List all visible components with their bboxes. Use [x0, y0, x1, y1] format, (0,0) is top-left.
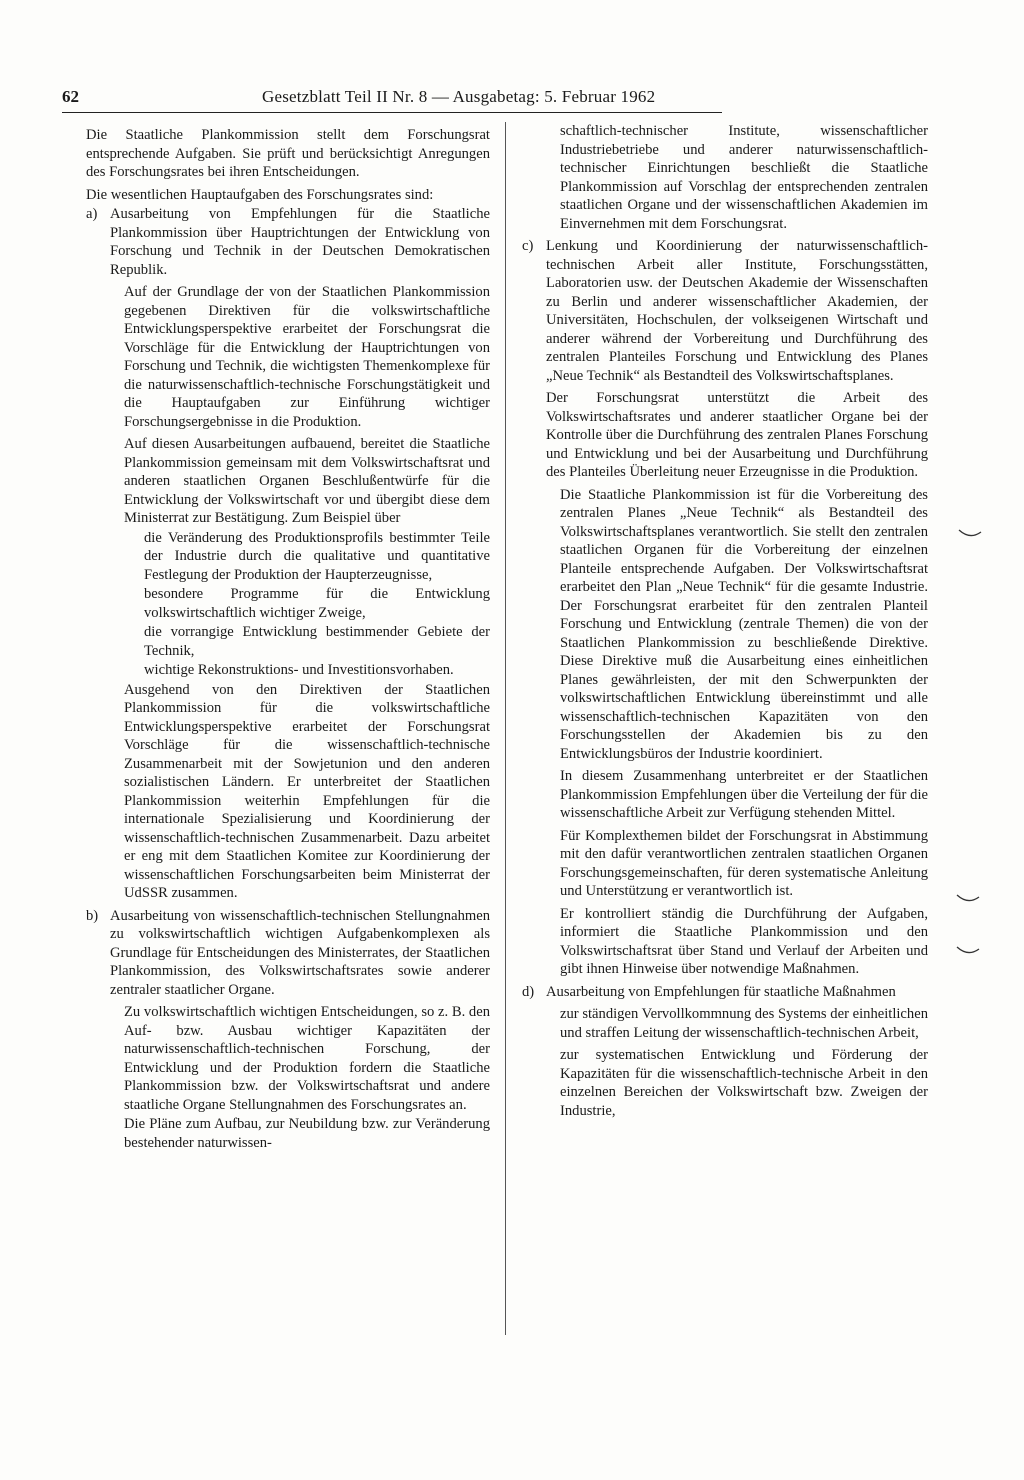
- scan-margin-mark: [956, 945, 980, 955]
- sub-list-item: die vorrangige Entwicklung bestimmender Gebiete der Technik,: [144, 624, 490, 659]
- left-column: [86, 126, 490, 1153]
- paragraph: In diesem Zusammenhang unterbreitet er der Staatlichen Plankommission Empfehlungen über die Verteilung der für die wissenschaftliche Arbeit zur Verfügung stehenden Mittel.: [560, 768, 928, 821]
- list-item-text: Ausarbeitung von Empfehlungen für staatliche Maßnahmen: [546, 983, 896, 1000]
- list-item-a: [86, 205, 490, 279]
- right-column: [522, 122, 928, 1121]
- scan-margin-mark: [956, 893, 980, 903]
- list-item-text: Ausarbeitung von Empfehlungen für die Staatliche Plankommission über Hauptrichtungen der Entwicklung von Forschung und Technik in der Deutschen Demokratischen Republik.: [110, 206, 490, 278]
- paragraph: Er kontrolliert ständig die Durchführung der Aufgaben, informiert die Staatliche Plankommission und den Volkswirtschaftsrat über Stand und Verlauf der Arbeiten und gibt ihnen Hinweise über notwendige Maßnahmen.: [560, 905, 928, 977]
- scan-margin-mark: [958, 528, 982, 538]
- paragraph: Die Staatliche Plankommission ist für die Vorbereitung des zentralen Planes „Neue Technik“ als Bestandteil des Volkswirtschaftsplanes verantwortlich. Sie stellt den zentralen staatlichen Organen für die Vorbereitung der einzelnen Planteile entsprechende Aufgaben. Der Volkswirtschaftsrat erarbeitet den Plan „Neue Technik“ für die gesamte Industrie. Der Forschungsrat erarbeitet für den zentralen Planteil Forschung und Entwicklung (zentrale Themen) die von der Staatlichen Plankommission zu beschließende Direktive. Diese Direktive muß die Ausarbeitung eines einheitlichen Planes gewährleisten, der mit den Schwerpunkten der volkswirtschaftlichen Entwicklung übereinstimmt und alle wissenschaftlich-technischen Kapazitäten von den Forschungsstellen der Akademien bis zu den Entwicklungsbüros der Industrie koordiniert.: [560, 486, 928, 762]
- page-header: [62, 86, 722, 110]
- paragraph: Der Forschungsrat unterstützt die Arbeit des Volkswirtschaftsrates und anderer staatlicher Organe bei der Kontrolle über die Durchführung des zentralen Planes Forschung und Entwicklung und bei der Ausarbeitung und Durchführung des Planteiles Überleitung neuer Erzeugnisse in die Produktion.: [546, 390, 928, 480]
- list-marker: b): [86, 907, 99, 924]
- list-item-text: Lenkung und Koordinierung der naturwissenschaftlich-technischen Arbeit aller Institute, Forschungsstätten, Laboratorien usw. der Deutschen Akademie der Wissenschaften zu Berlin und anderer wissenschaftlicher Akademien, der Universitäten, Hochschulen, der volkseigenen Wirtschaft und anderer während der Vorbereitung und Durchführung des zentralen Planteiles Forschung und Entwicklung des Planes „Neue Technik“ als Bestandteil des Volkswirtschaftsplanes.: [546, 238, 928, 384]
- paragraph: Auf der Grundlage der von der Staatlichen Plankommission gegebenen Direktiven für die volkswirtschaftliche Entwicklungsperspektive erarbeitet der Forschungsrat die Vorschläge für die Entwicklung der Hauptrichtungen von Forschung und Technik, die wichtigsten Themenkomplexe für die naturwissenschaftlich-technische Forschungstätigkeit und die Hauptaufgaben zur Einführung wichtiger Forschungsergebnisse in die Produktion.: [124, 284, 490, 430]
- list-item-d: [522, 983, 928, 1002]
- paragraph: Für Komplexthemen bildet der Forschungsrat in Abstimmung mit den dafür verantwortlichen zentralen staatlichen Organen Forschungsgemeinschaften, für deren systematische Anleitung und Unterstützung er verantwortlich ist.: [560, 827, 928, 899]
- column-divider: [505, 122, 506, 1335]
- paragraph: Zu volkswirtschaftlich wichtigen Entscheidungen, so z. B. den Auf- bzw. Ausbau wichtiger Kapazitäten der naturwissenschaftlich-technischen Forschung, der Entwicklung und der Produktion fordern die Staatliche Plankommission bzw. der Volkswirtschaftsrat und andere staatliche Organe Stellungnahmen des Forschungsrates an.: [124, 1004, 490, 1113]
- paragraph: Ausgehend von den Direktiven der Staatlichen Plankommission für die volkswirtschaftliche Entwicklungsperspektive erarbeitet der Forschungsrat Vorschläge für die wissenschaftlich-technische Zusammenarbeit mit der Sowjetunion und den anderen sozialistischen Ländern. Er unterbreitet der Staatlichen Plankommission weiterhin Empfehlungen für die internationale Spezialisierung und Koordinierung der wissenschaftlich-technischen Zusammenarbeit. Dazu arbeitet er eng mit dem Staatlichen Komitee zur Koordinierung der wissenschaftlichen Forschungsarbeiten beim Ministerrat der UdSSR zusammen.: [124, 681, 490, 901]
- paragraph: Auf diesen Ausarbeitungen aufbauend, bereitet die Staatliche Plankommission gemeinsam mit dem Volkswirtschaftsrat und anderen staatlichen Organen Beschlußentwürfe für die Entwicklung der Volkswirtschaft vor und übergibt diese dem Ministerrat zur Bestätigung. Zum Beispiel über: [124, 436, 490, 526]
- list-marker: d): [522, 983, 535, 1000]
- header-title: Gesetzblatt Teil II Nr. 8 — Ausgabetag: 5. Februar 1962: [262, 87, 656, 106]
- sub-list-item: zur systematischen Entwicklung und Förderung der Kapazitäten für die wissenschaftlich-technische Arbeit in den einzelnen Bereichen der Volkswirtschaft bzw. Zweigen der Industrie,: [560, 1047, 928, 1119]
- paragraph: schaftlich-technischer Institute, wissenschaftlicher Industriebetriebe und anderer naturwissenschaftlich-technischer Einrichtungen beschließt die Staatliche Plankommission auf Vorschlag der entsprechenden zentralen staatlichen Organe und der wissenschaftlichen Akademien im Einvernehmen mit dem Forschungsrat.: [560, 123, 928, 232]
- paragraph: Die Staatliche Plankommission stellt dem Forschungsrat entsprechende Aufgaben. Sie prüft und berücksichtigt Anregungen des Forschungsrates bei ihren Entscheidungen.: [86, 127, 490, 180]
- page-number: 62: [62, 87, 79, 106]
- list-item-b: [86, 907, 490, 1000]
- sub-list-item: die Veränderung des Produktionsprofils bestimmter Teile der Industrie durch die qualitative und quantitative Festlegung der Produktion der Haupterzeugnisse,: [144, 529, 490, 583]
- paragraph: Die wesentlichen Hauptaufgaben des Forschungsrates sind:: [86, 186, 434, 203]
- paragraph: Die Pläne zum Aufbau, zur Neubildung bzw. zur Veränderung bestehender naturwissen-: [124, 1116, 490, 1151]
- list-marker: a): [86, 206, 98, 222]
- list-item-c: [522, 237, 928, 385]
- header-rule: [62, 112, 722, 113]
- list-item-text: Ausarbeitung von wissenschaftlich-technischen Stellungnahmen zu volkswirtschaftlich wichtigen Aufgabenkomplexen als Grundlage für Entscheidungen des Ministerrates, der Staatlichen Plankommission, des Volkswirtschaftsrates sowie anderer zentraler staatlicher Organe.: [110, 907, 490, 998]
- sub-list-item: besondere Programme für die Entwicklung volkswirtschaftlich wichtiger Zweige,: [144, 586, 490, 621]
- sub-list-item: wichtige Rekonstruktions- und Investitionsvorhaben.: [144, 662, 454, 678]
- sub-list-item: zur ständigen Vervollkommnung des Systems der einheitlichen und straffen Leitung der wissenschaftlich-technischen Arbeit,: [560, 1006, 928, 1041]
- list-marker: c): [522, 238, 534, 254]
